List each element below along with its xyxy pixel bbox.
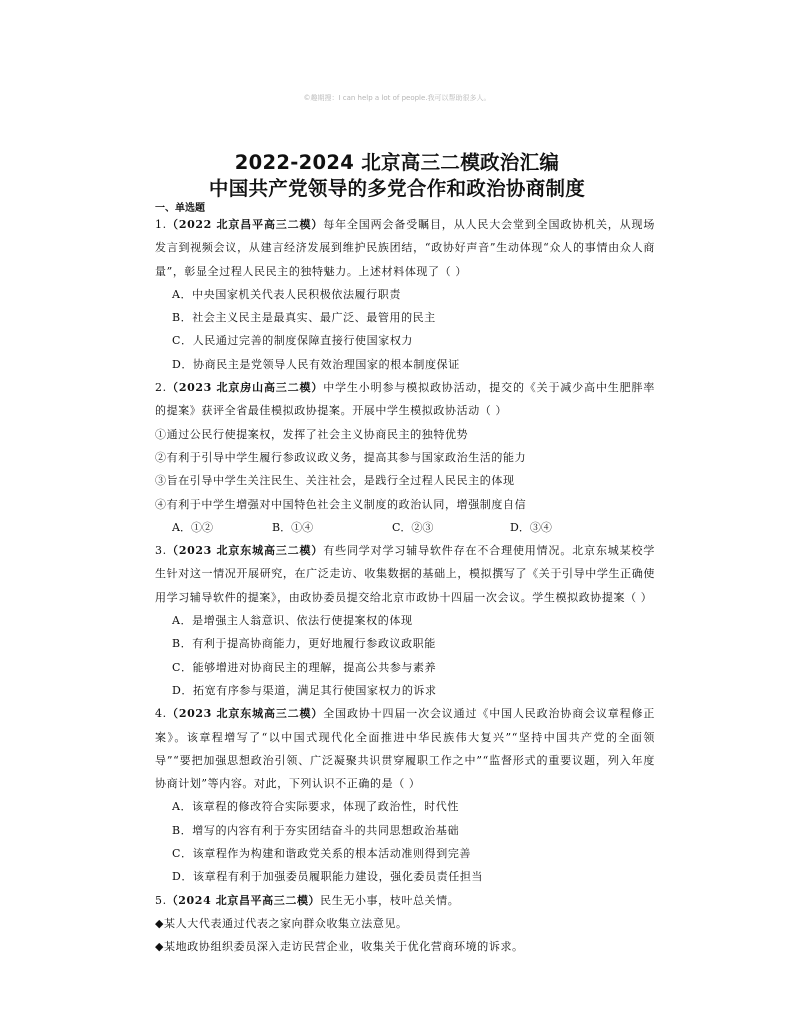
question-number: 4. [155, 707, 167, 721]
statement-3: ③旨在引导中学生关注民生、关注社会，是践行全过程人民民主的体现 [155, 474, 515, 488]
question-number: 2. [155, 381, 167, 395]
question-source: （2023 北京东城高三二模） [166, 544, 324, 558]
section-heading: 一、单选题 [155, 203, 205, 214]
option-b: B．有利于提高协商能力，更好地履行参政议政职能 [172, 637, 436, 651]
statement-2: ②有利于引导中学生履行参政议政义务，提高其参与国家政治生活的能力 [155, 450, 527, 464]
statement-1: ①通过公民行使提案权，发挥了社会主义协商民主的独特优势 [155, 427, 469, 441]
choice-row [155, 516, 655, 539]
option-c: C．能够增进对协商民主的理解，提高公共参与素养 [172, 660, 437, 674]
question-number: 5. [155, 893, 167, 907]
option-a: A．中央国家机关代表人民积极依法履行职责 [172, 287, 401, 301]
choice-d: D．③④ [510, 520, 552, 534]
question-stem [155, 889, 655, 912]
question-number: 3. [155, 544, 167, 558]
statement-4: ④有利于中学生增强对中国特色社会主义制度的政治认同，增强制度自信 [155, 497, 527, 511]
option-a: A．是增强主人翁意识、依法行使提案权的体现 [172, 614, 413, 628]
question-stem [155, 702, 655, 795]
question-stem [155, 539, 655, 609]
question-stem [155, 213, 655, 283]
question-text: 中学生小明参与模拟政协活动，提交的《关于减少高中生肥胖率的提案》获评全省最佳模拟政协提案。开展中学生模拟政协活动（ ） [155, 381, 655, 418]
option-a: A．该章程的修改符合实际要求，体现了政治性，时代性 [172, 800, 459, 814]
question-source: （2023 北京东城高三二模） [166, 707, 324, 721]
option-b: B．社会主义民主是最真实、最广泛、最管用的民主 [172, 311, 436, 325]
document-title: 2022-2024 北京高三二模政治汇编 [234, 151, 560, 174]
choice-c: C．②③ [392, 520, 434, 534]
question-text: 每年全国两会备受瞩目，从人民大会堂到全国政协机关，从现场发言到视频会议，从建言经济发展到维护民族团结，“政协好声音”生动体现“众人的事情由众人商量”，彰显全过程人民民主的独特魅力。上述材料体现了（ ） [155, 218, 655, 278]
question-text: 民生无小事，枝叶总关情。 [320, 893, 460, 907]
choice-b: B．①④ [272, 520, 314, 534]
option-d: D．该章程有利于加强委员履职能力建设，强化委员责任担当 [172, 870, 484, 884]
question-stem [155, 376, 655, 423]
document-subtitle: 中国共产党领导的多党合作和政治协商制度 [208, 177, 586, 200]
question-1 [155, 213, 655, 376]
question-5 [155, 889, 655, 959]
question-source: （2022 北京昌平高三二模） [166, 218, 324, 231]
statement-1: ◆某人大代表通过代表之家向群众收集立法意见。 [155, 916, 408, 930]
question-list [155, 213, 655, 959]
question-number: 1. [155, 218, 167, 231]
watermark-text: ©趣期搜：I can help a lot of people.我可以帮助很多人。 [303, 94, 491, 102]
option-c: C．该章程作为构建和谐政党关系的根本活动准则得到完善 [172, 847, 472, 861]
question-4 [155, 702, 655, 888]
option-b: B．增写的内容有利于夯实团结奋斗的共同思想政治基础 [172, 823, 460, 837]
question-text: 有些同学对学习辅导软件存在不合理使用情况。北京东城某校学生针对这一情况开展研究，在广泛走访、收集数据的基础上，模拟撰写了《关于引导中学生正确使用学习辅导软件的提案》，由政协委员提交给北京市政协十四届一次会议。学生模拟政协提案（ ） [155, 544, 655, 604]
question-3 [155, 539, 655, 702]
question-2 [155, 376, 655, 539]
question-source: （2023 北京房山高三二模） [166, 381, 324, 395]
option-d: D．协商民主是党领导人民有效治理国家的根本制度保证 [172, 357, 460, 371]
option-d: D．拓宽有序参与渠道，满足其行使国家权力的诉求 [172, 683, 437, 697]
choice-a: A．①② [172, 520, 213, 534]
question-text: 全国政协十四届一次会议通过《中国人民政治协商会议章程修正案》。该章程增写了“以中国式现代化全面推进中华民族伟大复兴”“坚持中国共产党的全面领导”“要把加强思想政治引领、广泛凝聚共识贯穿履职工作之中”“监督形式的重要议题，列入年度协商计划”等内容。对此，下列认识不正确的是（ ） [155, 707, 655, 791]
option-c: C．人民通过完善的制度保障直接行使国家权力 [172, 334, 414, 348]
question-source: （2024 北京昌平高三二模） [166, 893, 321, 907]
statement-2: ◆某地政协组织委员深入走访民营企业，收集关于优化营商环境的诉求。 [155, 940, 524, 954]
